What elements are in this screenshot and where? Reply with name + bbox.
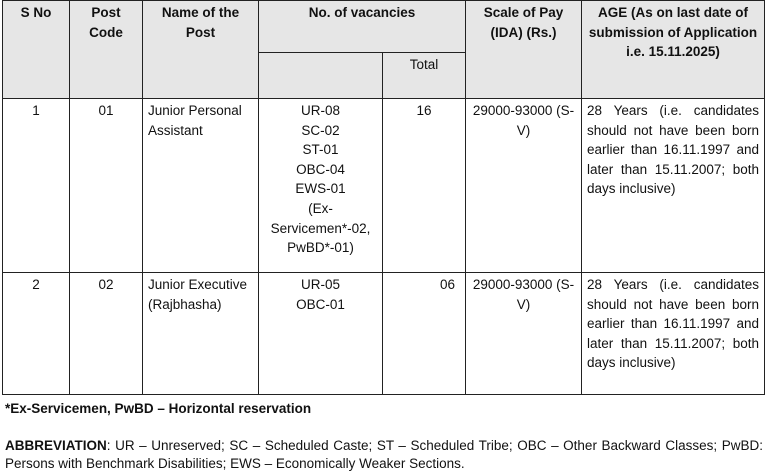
- table-row: [3, 99, 765, 273]
- vacancy-line: UR-05: [300, 277, 340, 292]
- vacancy-line: (Ex-: [308, 200, 333, 216]
- vacancy-line: UR-08: [300, 103, 340, 118]
- footnote: *Ex-Servicemen, PwBD – Horizontal reservation: [5, 401, 312, 416]
- vacancy-line: EWS-01: [295, 181, 346, 197]
- table-row: [3, 273, 765, 395]
- vacancy-line: OBC-01: [296, 296, 345, 312]
- cell-vacancy-breakup: [259, 273, 383, 395]
- abbreviation-text: : UR – Unreserved; SC – Scheduled Caste; ST – Scheduled Tribe; OBC – Other Backward Classes; PwBD: Persons with Benchmark Disabilities; EWS – Economically Weaker Sections.: [5, 438, 763, 471]
- vacancy-line: OBC-04: [296, 161, 345, 177]
- cell-post-code: 02: [70, 273, 143, 395]
- header-scale-of-pay: Scale of Pay (IDA) (Rs.): [466, 1, 582, 99]
- vacancy-line: SC-02: [301, 122, 340, 138]
- cell-post-name: Junior Executive (Rajbhasha): [143, 273, 259, 395]
- header-age: AGE (As on last date of submission of Application i.e. 15.11.2025): [582, 1, 765, 99]
- cell-s-no: 2: [3, 273, 70, 395]
- cell-total: 16: [383, 99, 466, 273]
- abbreviation-label: ABBREVIATION: [5, 438, 107, 453]
- cell-s-no: 1: [3, 99, 70, 273]
- vacancy-line: PwBD*-01): [287, 240, 354, 256]
- header-total: Total: [383, 53, 466, 99]
- cell-vacancy-breakup: [259, 99, 383, 273]
- abbreviation-paragraph: [5, 437, 763, 473]
- cell-post-code: 01: [70, 99, 143, 273]
- header-post-code: Post Code: [70, 1, 143, 99]
- header-vacancies: No. of vacancies: [259, 1, 466, 53]
- header-s-no: S No: [3, 1, 70, 99]
- cell-age: 28 Years (i.e. candidates should not have been born earlier than 16.11.1997 and later than 15.11.2007; both days inclusive): [582, 99, 765, 273]
- header-name-of-post: Name of the Post: [143, 1, 259, 99]
- vacancy-table: [2, 0, 765, 395]
- cell-pay: 29000-93000 (S-V): [466, 273, 582, 395]
- cell-age: 28 Years (i.e. candidates should not have been born earlier than 16.11.1997 and later than 15.11.2007; both days inclusive): [582, 273, 765, 395]
- vacancy-line: ST-01: [302, 142, 339, 158]
- cell-total: 06: [383, 273, 466, 395]
- vacancy-line: Servicemen*-02,: [270, 220, 371, 236]
- header-vacancy-breakup: [259, 53, 383, 99]
- cell-pay: 29000-93000 (S-V): [466, 99, 582, 273]
- cell-post-name: Junior Personal Assistant: [143, 99, 259, 273]
